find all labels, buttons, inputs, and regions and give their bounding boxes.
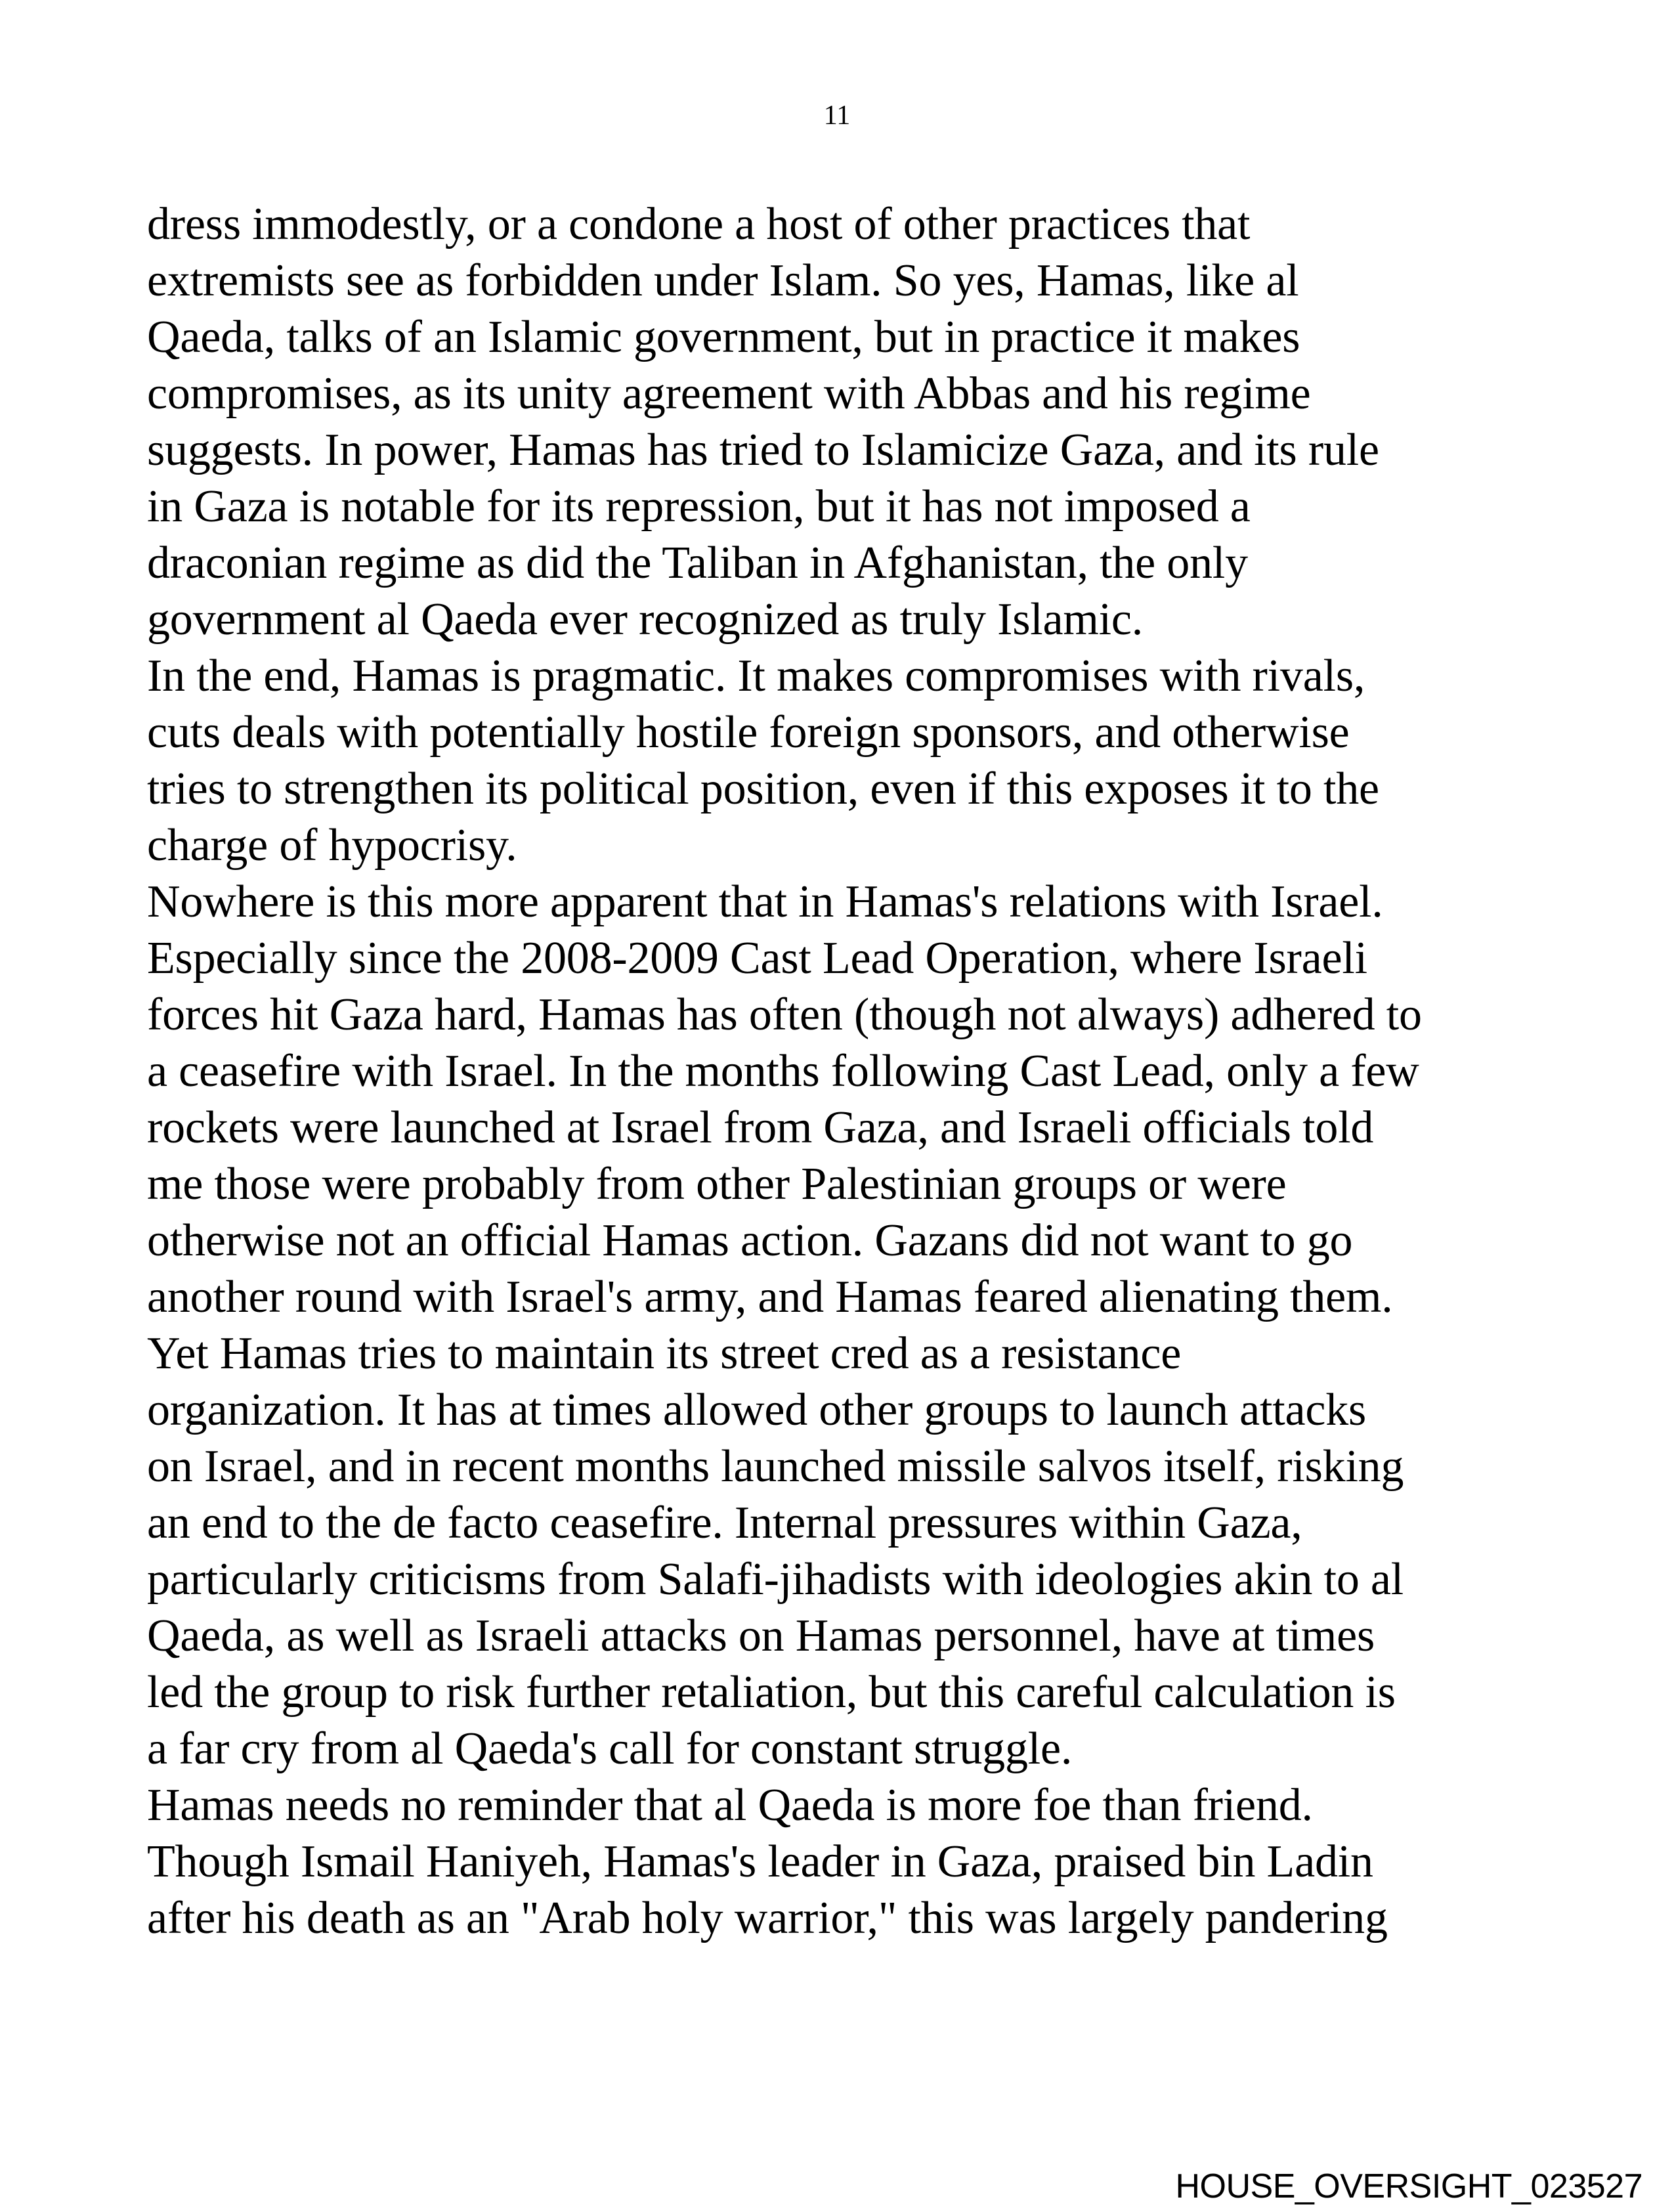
text-line: organization. It has at times allowed other groups to launch attacks: [147, 1385, 1367, 1435]
text-line: Qaeda, as well as Israeli attacks on Hamas personnel, have at times: [147, 1611, 1375, 1661]
text-line: suggests. In power, Hamas has tried to Islamicize Gaza, and its rule: [147, 425, 1379, 475]
text-line: government al Qaeda ever recognized as truly Islamic.: [147, 594, 1144, 645]
text-line: compromises, as its unity agreement with Abbas and his regime: [147, 368, 1311, 419]
text-line: cuts deals with potentially hostile foreign sponsors, and otherwise: [147, 707, 1350, 758]
text-line: another round with Israel's army, and Hamas feared alienating them.: [147, 1272, 1393, 1322]
text-line: led the group to risk further retaliation, but this careful calculation is: [147, 1667, 1396, 1718]
text-line: rockets were launched at Israel from Gaza, and Israeli officials told: [147, 1102, 1374, 1153]
text-line: Especially since the 2008-2009 Cast Lead Operation, where Israeli: [147, 933, 1367, 984]
text-line: draconian regime as did the Taliban in Afghanistan, the only: [147, 538, 1248, 588]
text-line: Hamas needs no reminder that al Qaeda is more foe than friend.: [147, 1780, 1313, 1831]
text-line: In the end, Hamas is pragmatic. It makes compromises with rivals,: [147, 651, 1365, 701]
text-line: charge of hypocrisy.: [147, 820, 517, 871]
text-line: Qaeda, talks of an Islamic government, but in practice it makes: [147, 312, 1300, 362]
bates-stamp: HOUSE_OVERSIGHT_023527: [1175, 2167, 1642, 2205]
text-line: in Gaza is notable for its repression, but it has not imposed a: [147, 481, 1251, 532]
text-line: an end to the de facto ceasefire. Internal pressures within Gaza,: [147, 1498, 1302, 1548]
text-line: a ceasefire with Israel. In the months following Cast Lead, only a few: [147, 1046, 1419, 1096]
text-line: particularly criticisms from Salafi-jihadists with ideologies akin to al: [147, 1554, 1404, 1605]
text-line: Yet Hamas tries to maintain its street cred as a resistance: [147, 1328, 1182, 1379]
text-line: otherwise not an official Hamas action. Gazans did not want to go: [147, 1215, 1353, 1266]
page-number: 11: [823, 100, 851, 131]
text-line: tries to strengthen its political position, even if this exposes it to the: [147, 764, 1379, 814]
text-line: dress immodestly, or a condone a host of other practices that: [147, 199, 1251, 249]
text-line: Though Ismail Haniyeh, Hamas's leader in Gaza, praised bin Ladin: [147, 1836, 1373, 1887]
text-line: Nowhere is this more apparent that in Hamas's relations with Israel.: [147, 877, 1383, 927]
text-line: extremists see as forbidden under Islam. So yes, Hamas, like al: [147, 255, 1299, 306]
text-line: on Israel, and in recent months launched missile salvos itself, risking: [147, 1441, 1404, 1492]
body-text: [147, 196, 1591, 1947]
text-line: me those were probably from other Palestinian groups or were: [147, 1159, 1287, 1209]
text-line: forces hit Gaza hard, Hamas has often (though not always) adhered to: [147, 989, 1422, 1040]
text-line: a far cry from al Qaeda's call for constant struggle.: [147, 1724, 1073, 1774]
text-line: after his death as an "Arab holy warrior," this was largely pandering: [147, 1893, 1388, 1943]
